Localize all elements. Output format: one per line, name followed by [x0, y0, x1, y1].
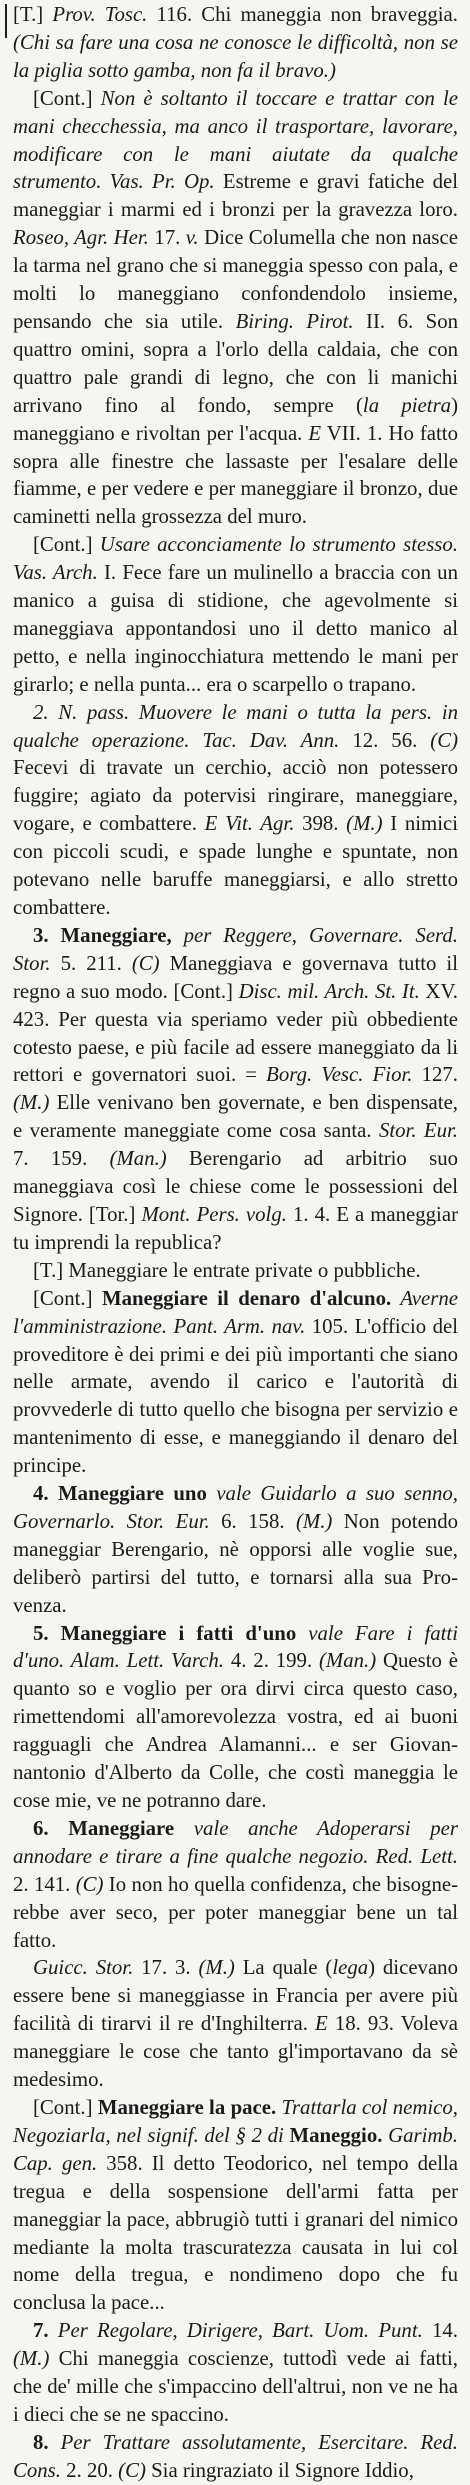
text-run: 127. — [412, 1063, 458, 1087]
text-italic: (Man.) — [109, 1147, 167, 1171]
text-italic: Biring. Pirot. — [235, 309, 354, 333]
text-run: 105. L'officio del proveditore è dei primi e dei più importanti che siano nelle armate, avendo il carico e l'autorità di provvederle di tutto quello che bisogna per servizio e mantenimento di esse, e maneggiando il denaro del principe. — [13, 1314, 458, 1478]
text-run: I nimici con piccoli scudi, e spade lunghe e spuntate, non potevano nelle baruffe maneggiarsi, e allo stretto combattere. — [13, 812, 458, 919]
text-run: VII. 1. Ho fatto sopra alle finestre che lassaste per l'esalare delle fiamme, e per vedere e per maneggiare il bronzo, due caminetti nella grossezza del muro. — [13, 421, 458, 529]
text-italic: la pietra — [362, 393, 452, 417]
entry-paragraph — [13, 1954, 458, 2094]
entry-paragraph — [13, 1285, 458, 1480]
text-italic: Trattarla col nemico, Negoziarla, nel signif. del § 2 di — [13, 2095, 458, 2147]
text-run: ) dicevano essere bene si maneggiasse in Francia per avere più facilità di tirarvi il re d'Inghilterra. — [13, 1956, 458, 2036]
text-run: Questo è quanto so e voglio per ora dirvi circa questo caso, rimettendomi all'amorevolezza vostra, ed ai buoni ragguagli che Andrea Alamanni... e ser Giovannantonio d'Alberto da Colle, che costì maneggia le cose mie, ve ne potranno dare. — [13, 1649, 459, 1812]
text-run: 2. 141. — [13, 1872, 76, 1896]
text-run: [Cont.] — [33, 1286, 102, 1310]
text-italic: (M.) — [13, 1091, 50, 1115]
entry-paragraph — [13, 85, 458, 532]
text-run: 17. — [148, 226, 186, 250]
text-italic: Per Trattare assolutamente, Esercitare. Red. Cons. — [13, 2430, 458, 2482]
text-italic: (M.) — [346, 812, 383, 836]
text-run: 17. 3. — [133, 1956, 199, 1980]
text-italic: E — [315, 2012, 328, 2036]
text-run: 1. 4. E a maneggiar tu imprendi la republica? — [13, 1202, 458, 1254]
text-italic: (Chi sa fare una cosa ne conosce le difficoltà, non se la piglia sotto gamba, non fa il bravo.) — [13, 30, 458, 82]
text-run: 358. Il detto Teodorico, nel tempo della tregua e della sospensione dell'armi fatta per maneggiar la pace, abbrugiò tutti i granari del nimico mediante la molta trascuratezza causata in lui col nome della tregua, e nondimeno dopo che fu conclusa la pace... — [13, 2151, 458, 2315]
text-bold: 8. — [33, 2430, 49, 2454]
text-italic: (C) — [75, 1872, 104, 1896]
text-run: Dice Columella che non nasce la tarma nel grano che si maneggia spesso con pala, e molti lo maneggiano confondendolo insieme, pensando che sia utile. — [13, 226, 458, 333]
text-italic: E — [308, 421, 322, 445]
text-run: Sia ringraziato il Signore Iddio, — [145, 2458, 414, 2482]
text-run: [Cont.] — [33, 533, 100, 557]
text-run: Elle venivano ben governate, e ben dispensate, e veramente maneggiate come cosa santa. — [13, 1091, 458, 1143]
text-italic: (Man.) — [319, 1649, 377, 1673]
entry-paragraph — [13, 2429, 458, 2485]
text-italic: vale Guidarlo a suo senno, Governarlo. Stor. Eur. — [13, 1482, 458, 1533]
text-run: 398. — [294, 812, 347, 836]
text-italic: per Reggere, Governare. Serd. Stor. — [13, 923, 458, 975]
text-italic: E Vit. Agr. — [204, 812, 295, 836]
text-italic: Non è soltanto il toccare e trattar con le mani checchessia, ma anco il trasportare, lavorare, modificare con le mani aiutate da qualche strumento. Vas. Pr. Op. — [13, 86, 458, 194]
text-italic: Garimb. Cap. gen. — [13, 2123, 458, 2175]
text-italic: (C) — [430, 728, 458, 752]
entry-paragraph — [13, 2317, 458, 2429]
text-bold: 6. Maneggiare — [33, 1816, 175, 1840]
text-italic: Prov. Tosc. — [52, 3, 148, 26]
text-run: 5. 211. — [50, 951, 132, 975]
text-italic: Guicc. Stor. — [33, 1956, 134, 1980]
entry-paragraph — [13, 1620, 458, 1815]
text-run: 2. 20. — [60, 2458, 119, 2482]
text-run: 116. Chi maneggia non braveggia. — [147, 3, 458, 26]
text-run: 14. — [422, 2319, 459, 2343]
entry-paragraph — [13, 699, 458, 922]
text-run: [Cont.] — [33, 2095, 98, 2119]
text-run: Berengario ad arbitrio suo maneggiava così le chiese come le possessioni del Signore. [Tor.] — [13, 1147, 458, 1226]
text-run: XV. 423. Per questa via speriamo veder più obbediente cotesto paese, e più facile ad essere maneggiato da li rettori e governatori suoi. = — [13, 979, 458, 1087]
text-run: Estreme e gravi fatiche del maneggiar i marmi ed i bronzi per la gravezza loro. — [13, 170, 459, 222]
text-italic: (C) — [118, 2458, 146, 2482]
text-bold: 5. Maneggiare i fatti d'uno — [33, 1621, 297, 1645]
text-run: Chi maneggia coscienze, tuttodì vede ai fatti, che de' mille che s'impaccino dell'altrui, non ve ne ha i dieci che se ne spaccino. — [13, 2347, 458, 2426]
entry-paragraph — [13, 922, 458, 1257]
entry-paragraph — [13, 1480, 458, 1620]
text-italic: (M.) — [198, 1956, 235, 1980]
margin-rule — [5, 4, 7, 38]
text-italic: (M.) — [295, 1509, 333, 1533]
text-italic: Roseo, Agr. Her. — [13, 226, 149, 250]
text-run: 6. 158. — [209, 1509, 296, 1533]
text-italic: lega — [332, 1956, 369, 1980]
text-run: Non potendo maneggiar Berengario, nè opporsi alle voglie sue, deliberò partirsi del tutto, e tornarsi alla sua Provenza. — [13, 1509, 459, 1617]
text-italic: v. — [185, 226, 199, 250]
text-bold: Maneggiare il denaro d'alcuno. — [101, 1286, 392, 1310]
text-italic: Usare acconciamente lo strumento stesso. Vas. Arch. — [13, 533, 458, 585]
text-italic: Averne l'amministrazione. Pant. Arm. nav. — [13, 1286, 458, 1338]
text-italic: (M.) — [13, 2347, 50, 2371]
entry-paragraph — [13, 531, 458, 698]
entry-paragraph — [13, 1, 458, 85]
entry-paragraph — [13, 1815, 458, 1955]
text-run: 4. 2. 199. — [224, 1649, 319, 1673]
entry-paragraph — [13, 1257, 458, 1285]
text-italic: vale Fare i fatti d'uno. Alam. Lett. Varch. — [13, 1621, 458, 1673]
text-bold: 4. Maneggiare uno — [33, 1482, 207, 1506]
text-run: 7. 159. — [13, 1147, 110, 1171]
text-italic: vale anche Adoperarsi per annodare e tirare a fine qualche negozio. Red. Lett. — [13, 1816, 458, 1868]
text-run: Io non ho quella confidenza, che bisognerebbe aver seco, per poter maneggiar bene un tal fatto. — [13, 1872, 459, 1952]
text-bold: 7. — [33, 2319, 49, 2343]
text-bold: 3. Maneggiare, — [33, 923, 172, 947]
text-italic: Per Regolare, Dirigere, Bart. Uom. Punt. — [48, 2319, 423, 2343]
text-run: 18. 93. Voleva maneggiare le cose che tanto gl'importavano da sè medesimo. — [13, 2012, 458, 2092]
entry-paragraph — [13, 2094, 458, 2317]
text-run: II. 6. Son quattro omini, sopra a l'orlo della caldaia, che con quattro pale grandi di legno, che con li manichi arrivano fino al fondo, sempre ( — [13, 309, 459, 417]
text-run: [T.] Maneggiare le entrate private o pubbliche. — [33, 1258, 421, 1282]
text-italic: 2. N. pass. Muovere le mani o tutta la pers. in qualche operazione. Tac. Dav. Ann. — [13, 700, 458, 752]
text-italic: Mont. Pers. volg. — [141, 1202, 287, 1226]
text-run: ) maneggiano e rivoltan per l'acqua. — [13, 393, 458, 445]
text-italic: (C) — [131, 951, 160, 975]
text-run: La quale ( — [234, 1956, 333, 1980]
text-run: 12. 56. — [339, 728, 431, 752]
text-italic: Stor. Eur. — [378, 1119, 458, 1143]
text-run: Maneggiava e governava tutto il regno a suo modo. [Cont.] — [13, 951, 458, 1003]
text-run: I. Fece fare un mulinello a braccia con un manico a guisa di stidione, che agevolmente si maneggiava appontandosi uno il detto manico al petto, e nella inginocchiatura mettendo le mani per girarlo; e nella punta... era o scarpello o trapano. — [13, 561, 458, 696]
text-run: [T.] — [13, 3, 53, 26]
text-bold: Maneggio. — [289, 2123, 383, 2147]
text-italic: Borg. Vesc. Fior. — [266, 1063, 413, 1087]
text-italic: Disc. mil. Arch. St. It. — [238, 979, 420, 1003]
text-run: Fecevi di travate un cerchio, acciò non potessero fuggire; agiato da potervisi ringirare, maneggiare, vogare, e combattere. — [13, 756, 458, 836]
text-bold: Maneggiare la pace. — [97, 2095, 277, 2119]
text-run: [Cont.] — [33, 86, 101, 110]
